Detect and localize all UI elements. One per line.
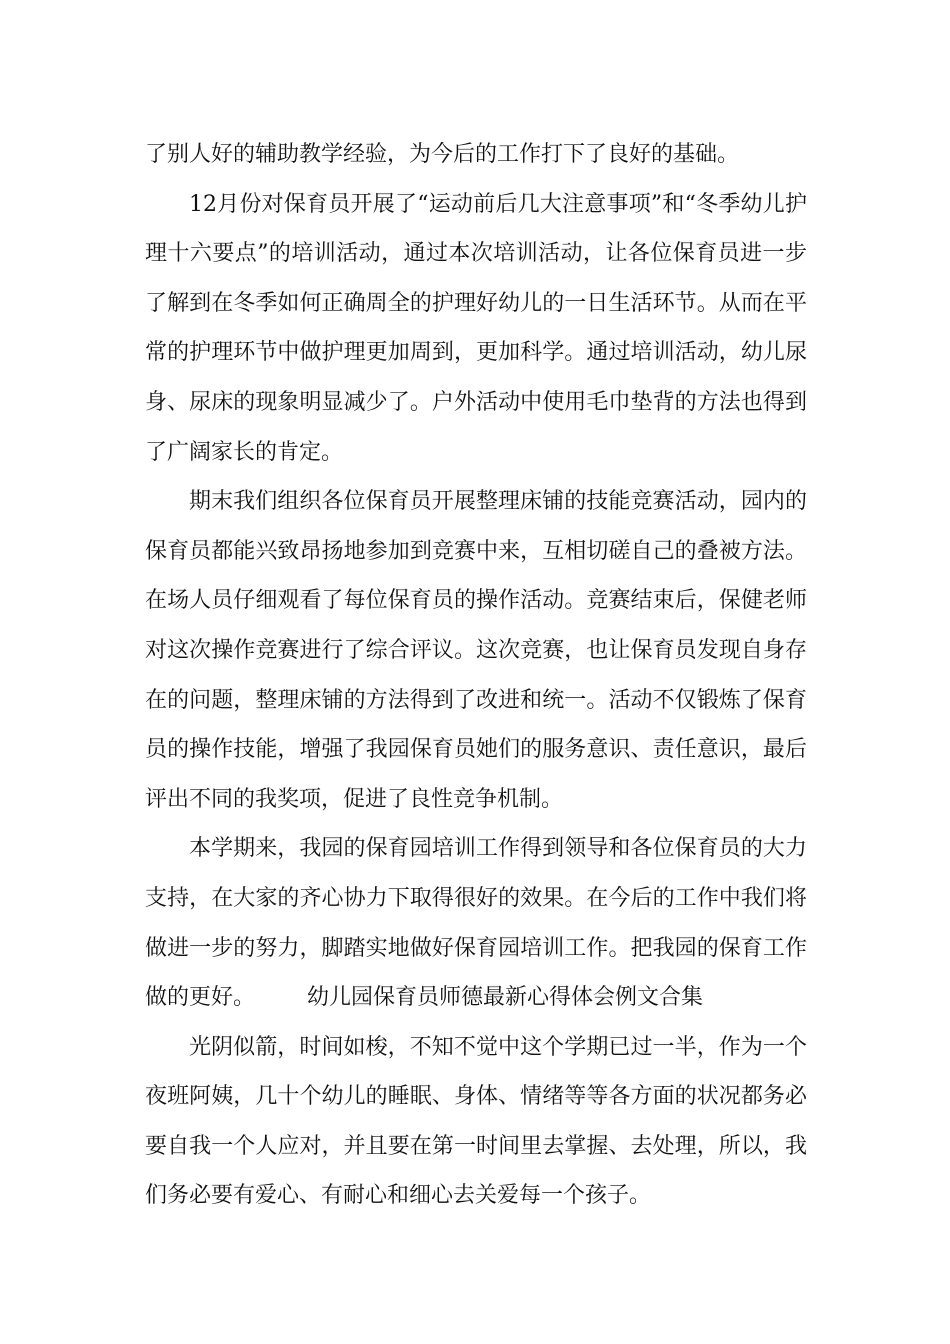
paragraph-2-text: 12月份对保育员开展了“运动前后几大注意事项”和“冬季幼儿护理十六要点”的培训活动，通过本次培训活动，让各位保育员进一步了解到在冬季如何正确周全的护理好幼儿的一日生活环节。从而在平常的护理环节中做护理更加周到，更加科学。通过培训活动，幼儿尿身、尿床的现象明显减少了。户外活动中使用毛巾垫背的方法也得到了广阔家长的肯定。 bbox=[145, 191, 807, 465]
paragraph-4 bbox=[145, 824, 807, 1022]
paragraph-5 bbox=[145, 1023, 807, 1221]
paragraph-3 bbox=[145, 477, 807, 824]
paragraph-4-text: 本学期来，我园的保育园培训工作得到领导和各位保育员的大力支持，在大家的齐心协力下取得很好的效果。在今后的工作中我们将做进一步的努力，脚踏实地做好保育园培训工作。把我园的保育工作做的更好。 bbox=[145, 836, 807, 1011]
paragraph-2 bbox=[145, 180, 807, 478]
section-title: 幼儿园保育员师德最新心得体会例文合集 bbox=[307, 985, 704, 1011]
paragraph-3-text: 期末我们组织各位保育员开展整理床铺的技能竞赛活动，园内的保育员都能兴致昂扬地参加到竞赛中来，互相切磋自己的叠被方法。在场人员仔细观看了每位保育员的操作活动。竞赛结束后，保健老师对这次操作竞赛进行了综合评议。这次竞赛，也让保育员发现自身存在的问题，整理床铺的方法得到了改进和统一。活动不仅锻炼了保育员的操作技能，增强了我园保育员她们的服务意识、责任意识，最后评出不同的我奖项，促进了良性竞争机制。 bbox=[145, 489, 807, 812]
document-body bbox=[145, 130, 807, 1221]
paragraph-1-text: 了别人好的辅助教学经验，为今后的工作打下了良好的基础。 bbox=[145, 142, 740, 167]
paragraph-1 bbox=[145, 130, 807, 180]
paragraph-5-text: 光阴似箭，时间如梭，不知不觉中这个学期已过一半，作为一个夜班阿姨，几十个幼儿的睡眠、身体、情绪等等各方面的状况都务必要自我一个人应对，并且要在第一时间里去掌握、去处理，所以，我们务必要有爱心、有耐心和细心去关爱每一个孩子。 bbox=[145, 1034, 807, 1209]
